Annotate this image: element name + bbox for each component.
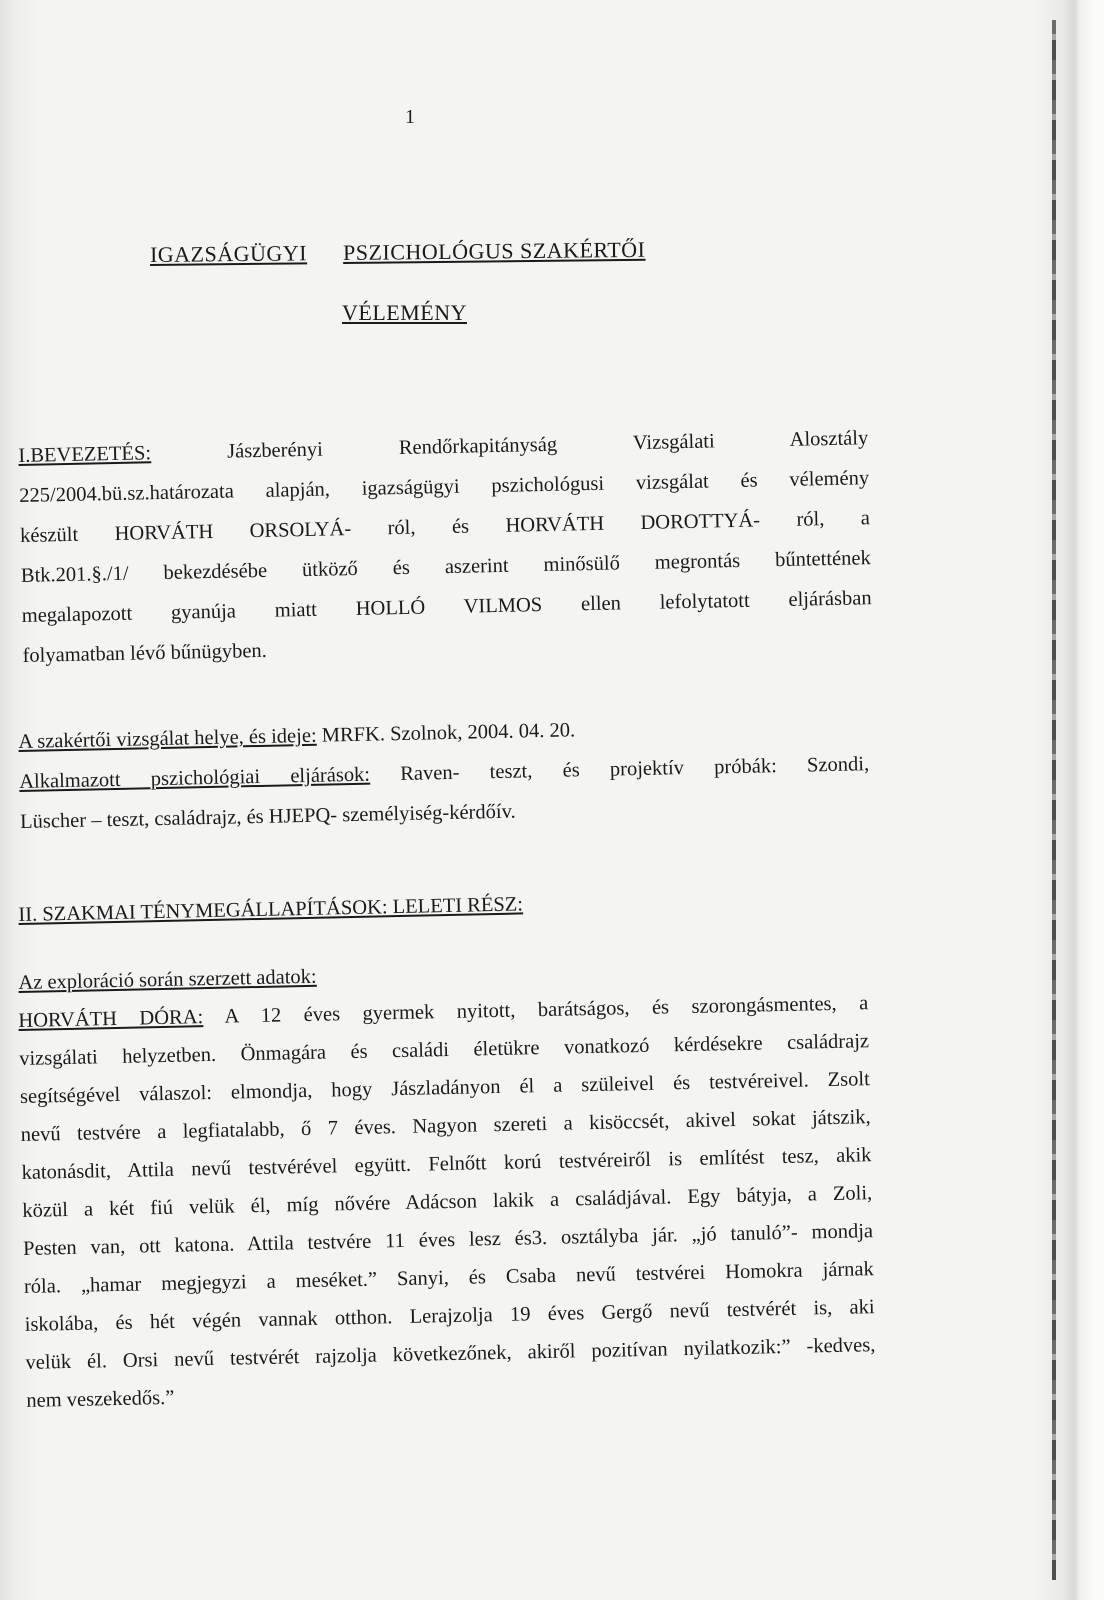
intro-section	[18, 418, 873, 676]
procedure-label: Alkalmazott pszichológiai eljárások:	[19, 763, 371, 793]
dora-first: A 12 éves gyermek nyitott, barátságos, és szorongásmentes, a	[202, 992, 869, 1029]
dora-line-8: róla. „hamar megjegyzi a meséket.” Sanyi, és Csaba nevű testvérei Homokra járnak	[23, 1258, 875, 1298]
intro-line-3: készült HORVÁTH ORSOLYÁ- ról, és HORVÁTH DOROTTYÁ- ról, a	[19, 507, 871, 547]
dora-name: HORVÁTH DÓRA:	[18, 1006, 204, 1032]
intro-line-6: folyamatban lévő bűnügyben.	[22, 639, 268, 667]
intro-line-5: megalapozott gyanúja miatt HOLLÓ VILMOS ellen lefolytatott eljárásban	[21, 587, 872, 627]
place-label: A szakértői vizsgálat helye, és ideje:	[18, 724, 317, 753]
dora-line-6: közül a két fiú velük él, míg nővére Adácson lakik a családjával. Egy bátyja, a Zoli,	[22, 1182, 873, 1222]
dora-line-3: segítségével válaszol: elmondja, hogy Jászladányon él a szüleivel és testvéreivel. Zsolt	[19, 1068, 871, 1108]
dora-paragraph	[18, 984, 877, 1420]
title-part-2: PSZICHOLÓGUS SZAKÉRTŐI	[342, 236, 646, 265]
intro-line-2: 225/2004.bü.sz.határozata alapján, igazságügyi pszichológusi vizsgálat és vélemény	[19, 467, 870, 507]
methods-section	[18, 704, 870, 842]
place-value: MRFK. Szolnok, 2004. 04. 20.	[316, 719, 576, 747]
procedure-value: Raven- teszt, és projektív próbák: Szondi,	[369, 753, 870, 786]
dora-line-2: vizsgálati helyzetben. Önmagára és családi életükre vonatkozó kérdésekre családrajz	[18, 1030, 870, 1070]
intro-line-4: Btk.201.§./1/ bekezdésébe ütköző és aszerint minősülő megrontás bűntettének	[20, 547, 871, 587]
document-title	[150, 236, 710, 268]
section-2-heading-block	[18, 877, 869, 935]
intro-text-0: Jászberényi Rendőrkapitányság Vizsgálati Alosztály	[150, 427, 869, 465]
document-subtitle: VÉLEMÉNY	[342, 300, 467, 325]
procedure-line-2: Lüscher – teszt, családrajz, és HJEPQ- személyiség-kérdőív.	[19, 800, 516, 833]
dora-line-9: iskolába, és hét végén vannak otthon. Lerajzolja 19 éves Gergő nevű testvérét is, aki	[24, 1296, 875, 1336]
title-part-1: IGAZSÁGÜGYI	[149, 240, 308, 267]
dora-line-11: nem veszekedős.”	[26, 1386, 175, 1412]
dora-line-7: Pesten van, ott katona. Attila testvére 11 éves lesz és3. osztályba jár. „jó tanuló”- mondja	[22, 1220, 874, 1260]
dora-line-4: nevű testvére a legfiatalabb, ő 7 éves. Nagyon szereti a kisöccsét, akivel sokat játszik,	[20, 1106, 871, 1146]
exploration-label: Az exploráció során szerzett adatok:	[18, 965, 317, 994]
section-2-heading: II. SZAKMAI TÉNYMEGÁLLAPÍTÁSOK: LELETI RÉSZ:	[18, 893, 524, 926]
page-number: 1	[405, 106, 415, 128]
intro-heading: I.BEVEZETÉS:	[18, 442, 152, 467]
dora-line-10: velük él. Orsi nevű testvérét rajzolja következőnek, akiről pozitívan nyilatkozik:” -kedves,	[25, 1334, 876, 1374]
dora-line-5: katonásdit, Attila nevű testvérével együtt. Felnőtt korú testvéreiről is említést tesz, akik	[21, 1144, 872, 1184]
